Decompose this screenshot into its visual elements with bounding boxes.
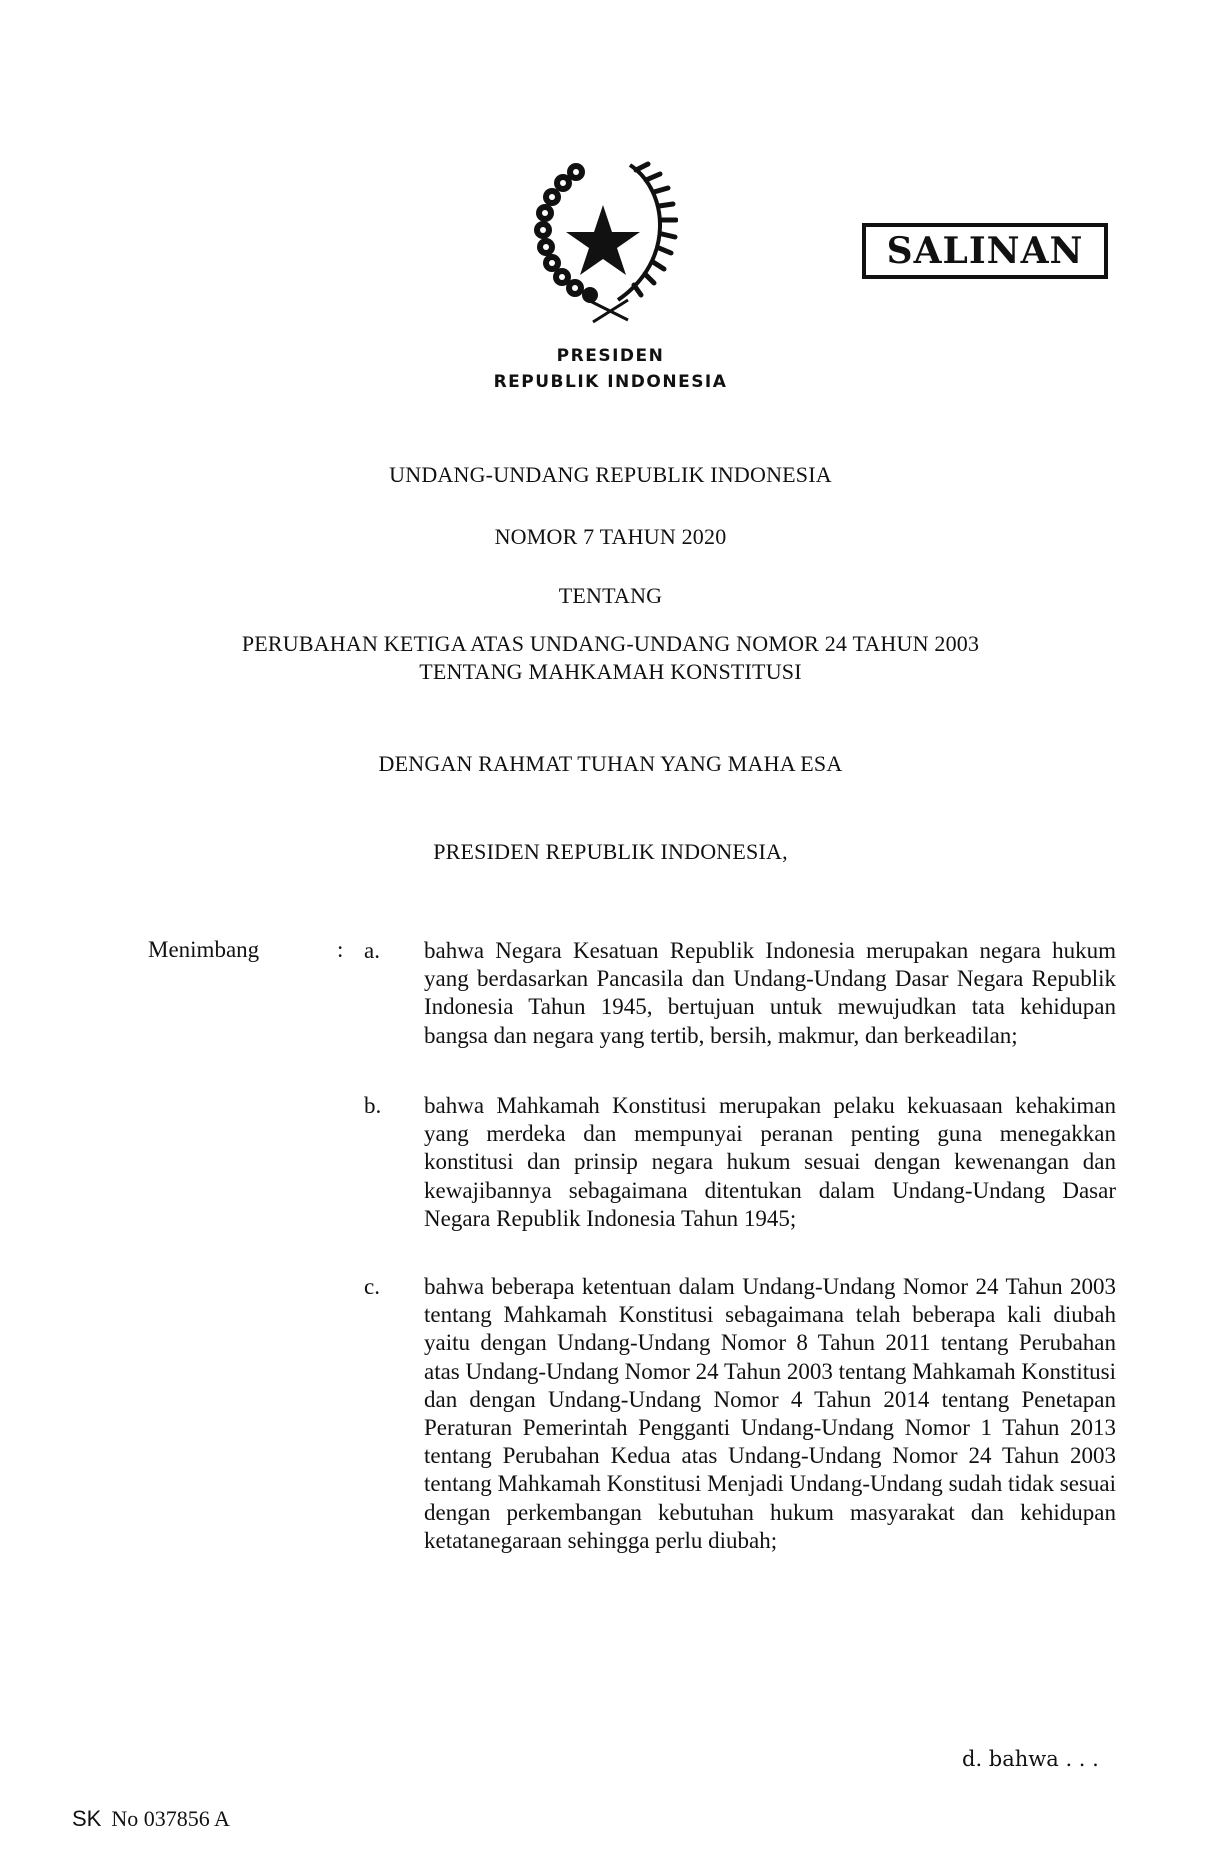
institution-line-1: PRESIDEN (556, 346, 665, 366)
item-letter: b. (364, 1093, 382, 1118)
about-heading: TENTANG (558, 583, 663, 608)
subject-heading-line-2: TENTANG MAHKAMAH KONSTITUSI (419, 659, 802, 684)
law-number-heading: NOMOR 7 TAHUN 2020 (494, 524, 727, 549)
salinan-stamp (862, 223, 1108, 279)
item-text: bahwa beberapa ketentuan dalam Undang-Undang Nomor 24 Tahun 2003 tentang Mahkamah Konstitusi sebagaimana telah beberapa kali diubah yaitu dengan Undang-Undang Nomor 8 Tahun 2011 tentang Perubahan atas Undang-Undang Nomor 24 Tahun 2003 tentang Mahkamah Konstitusi dan dengan Undang-Undang Nomor 4 Tahun 2014 tentang Penetapan Peraturan Pemerintah Pengganti Undang-Undang Nomor 1 Tahun 2013 tentang Perubahan Kedua atas Undang-Undang Nomor 24 Tahun 2003 tentang Mahkamah Konstitusi Menjadi Undang-Undang sudah tidak sesuai dengan perkembangan kebutuhan hukum masyarakat dan kehidupan ketatanegaraan sehingga perlu diubah; (424, 1274, 1116, 1553)
garuda-emblem-icon (528, 150, 678, 330)
subject-heading-line-1: PERUBAHAN KETIGA ATAS UNDANG-UNDANG NOMOR 24 TAHUN 2003 (241, 631, 980, 656)
continuation-marker: d. bahwa . . . (962, 1747, 1099, 1771)
item-text: bahwa Negara Kesatuan Republik Indonesia merupakan negara hukum yang berdasarkan Pancasila dan Undang-Undang Dasar Negara Republik Indonesia Tahun 1945, bertujuan untuk mewujudkan tata kehidupan bangsa dan negara yang tertib, bersih, makmur, dan berkeadilan; (424, 938, 1116, 1048)
law-type-heading: UNDANG-UNDANG REPUBLIK INDONESIA (389, 462, 832, 487)
institution-line-2: REPUBLIK INDONESIA (493, 372, 728, 392)
salinan-label: SALINAN (886, 230, 1084, 272)
item-letter: a. (364, 938, 380, 963)
considerations-separator: : (337, 937, 344, 962)
issuer-heading: PRESIDEN REPUBLIK INDONESIA, (433, 839, 788, 864)
considerations-label: Menimbang (148, 937, 260, 962)
item-letter: c. (364, 1274, 380, 1299)
sk-number-value: No 037856 A (111, 1806, 230, 1831)
sk-number (72, 1806, 230, 1832)
invocation-heading: DENGAN RAHMAT TUHAN YANG MAHA ESA (378, 751, 843, 776)
sk-prefix: SK (72, 1806, 102, 1831)
item-text: bahwa Mahkamah Konstitusi merupakan pelaku kekuasaan kehakiman yang merdeka dan mempunyai peranan penting guna menegakkan konstitusi dan prinsip negara hukum sesuai dengan kewenangan dan kewajibannya sebagaimana ditentukan dalam Undang-Undang Dasar Negara Republik Indonesia Tahun 1945; (424, 1093, 1116, 1231)
